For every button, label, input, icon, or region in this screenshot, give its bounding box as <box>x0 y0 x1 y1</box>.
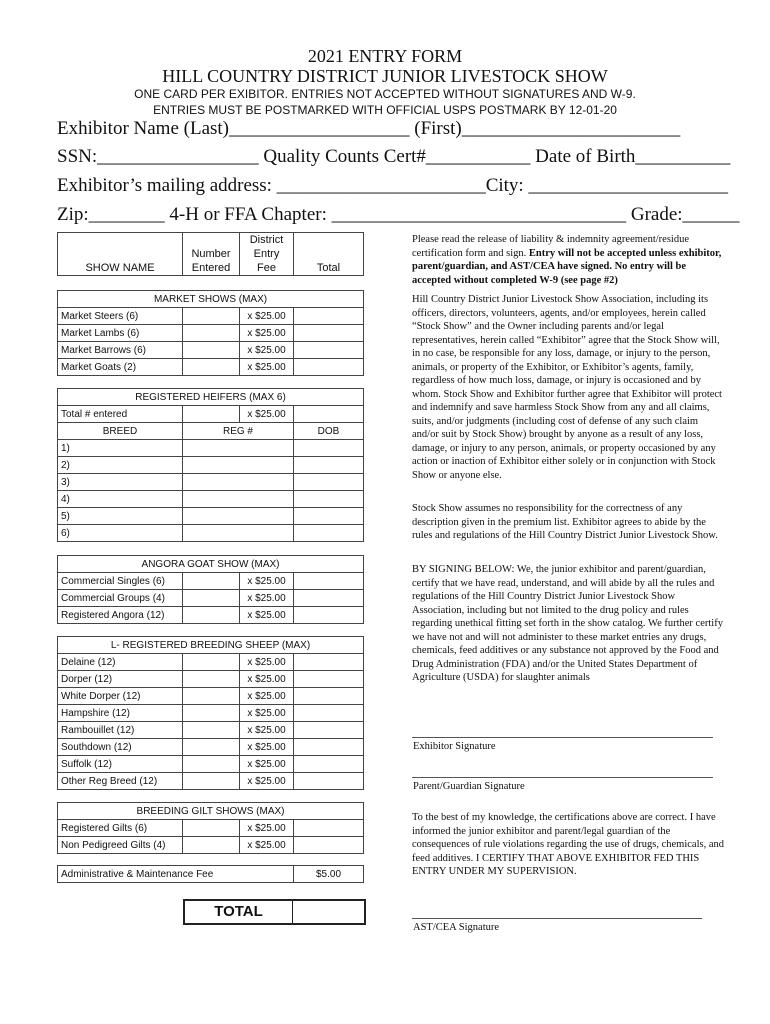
release-notice-warning: Entry will not be accepted unless exhibitor, parent/guardian, and AST/CEA have signed. No entry will be accepted without completed W-9 (see page #2) <box>412 247 722 286</box>
breeding-sheep-table <box>57 636 364 790</box>
fee-cell: x $25.00 <box>240 406 294 423</box>
fee-cell: x $25.00 <box>240 671 294 688</box>
show-name-header: SHOW NAME <box>58 233 183 276</box>
reg-cell[interactable] <box>183 457 294 474</box>
entry-name: Registered Gilts (6) <box>58 820 183 837</box>
section-title: MARKET SHOWS (MAX) <box>58 291 364 308</box>
exhibitor-signature-label: Exhibitor Signature <box>413 741 496 752</box>
number-entered-header: Number Entered <box>183 233 240 276</box>
number-entered-cell[interactable] <box>183 688 240 705</box>
entry-name: Non Pedigreed Gilts (4) <box>58 837 183 854</box>
parent-signature-line[interactable] <box>412 777 713 778</box>
number-entered-cell[interactable] <box>183 739 240 756</box>
dob-header: DOB <box>294 423 364 440</box>
show-title: HILL COUNTRY DISTRICT JUNIOR LIVESTOCK SHOW <box>162 66 608 86</box>
fee-cell: x $25.00 <box>240 820 294 837</box>
table-row <box>58 837 364 854</box>
total-cell[interactable] <box>294 406 364 423</box>
number-entered-cell[interactable] <box>183 820 240 837</box>
entry-name: Commercial Singles (6) <box>58 573 183 590</box>
table-row <box>58 607 364 624</box>
table-row <box>58 573 364 590</box>
table-row <box>58 590 364 607</box>
fee-cell: x $25.00 <box>240 756 294 773</box>
dob-cell[interactable] <box>294 525 364 542</box>
total-cell[interactable] <box>294 359 364 376</box>
number-entered-cell[interactable] <box>183 654 240 671</box>
entry-name: Market Lambs (6) <box>58 325 183 342</box>
fee-cell: x $25.00 <box>240 654 294 671</box>
table-row <box>58 457 364 474</box>
table-row <box>58 773 364 790</box>
table-row <box>58 525 364 542</box>
heifer-row-label[interactable]: 2) <box>58 457 183 474</box>
zip-chapter-grade-field[interactable]: Zip:________ 4-H or FFA Chapter: _______________________________ Grade:______ <box>57 204 740 225</box>
release-notice-text: Please read the release of liability & indemnity agreement/residue certification form and sign. <box>412 234 689 259</box>
fee-cell: x $25.00 <box>240 359 294 376</box>
number-entered-cell[interactable] <box>183 406 240 423</box>
table-row <box>58 474 364 491</box>
reg-header: REG # <box>183 423 294 440</box>
fee-cell: x $25.00 <box>240 688 294 705</box>
table-row <box>58 756 364 773</box>
total-cell[interactable] <box>294 837 364 854</box>
number-entered-cell[interactable] <box>183 590 240 607</box>
fee-cell: x $25.00 <box>240 773 294 790</box>
exhibitor-signature-line[interactable] <box>412 737 713 738</box>
premium-list-paragraph <box>412 502 724 543</box>
fee-cell: x $25.00 <box>240 837 294 854</box>
dob-cell[interactable] <box>294 440 364 457</box>
heifer-row-label[interactable]: 3) <box>58 474 183 491</box>
section-title: BREEDING GILT SHOWS (MAX) <box>58 803 364 820</box>
total-entered-label: Total # entered <box>58 406 183 423</box>
number-entered-cell[interactable] <box>183 573 240 590</box>
total-cell[interactable] <box>294 722 364 739</box>
fee-cell: x $25.00 <box>240 325 294 342</box>
number-entered-cell[interactable] <box>183 722 240 739</box>
entry-name: Hampshire (12) <box>58 705 183 722</box>
entry-name: Market Barrows (6) <box>58 342 183 359</box>
fee-cell: x $25.00 <box>240 308 294 325</box>
reg-cell[interactable] <box>183 474 294 491</box>
fee-cell: x $25.00 <box>240 573 294 590</box>
table-row <box>58 820 364 837</box>
fee-cell: x $25.00 <box>240 590 294 607</box>
number-entered-cell[interactable] <box>183 342 240 359</box>
dob-cell[interactable] <box>294 508 364 525</box>
entry-name: Southdown (12) <box>58 739 183 756</box>
admin-fee-table <box>57 865 364 883</box>
section-title: L- REGISTERED BREEDING SHEEP (MAX) <box>58 637 364 654</box>
fee-cell: x $25.00 <box>240 342 294 359</box>
liability-paragraph <box>412 293 724 482</box>
reg-cell[interactable] <box>183 525 294 542</box>
premium-list-text: Stock Show assumes no responsibility for the correctness of any description given in the premium list. Exhibitor agrees to abide by the rules and regulations of the Hill Country District Junior Livestock Show. <box>412 503 718 541</box>
total-cell[interactable] <box>294 671 364 688</box>
heifer-row-label[interactable]: 5) <box>58 508 183 525</box>
table-row <box>58 491 364 508</box>
total-cell[interactable] <box>294 607 364 624</box>
entry-name: Market Goats (2) <box>58 359 183 376</box>
address-city-field[interactable]: Exhibitor’s mailing address: ______________________City: _____________________ <box>57 175 728 196</box>
table-row <box>58 440 364 457</box>
admin-fee-value: $5.00 <box>294 866 364 883</box>
ast-certification-paragraph <box>412 811 724 879</box>
entry-name: Registered Angora (12) <box>58 607 183 624</box>
number-entered-cell[interactable] <box>183 607 240 624</box>
total-box <box>183 899 366 925</box>
certification-paragraph <box>412 563 724 685</box>
reg-cell[interactable] <box>183 508 294 525</box>
entry-name: Dorper (12) <box>58 671 183 688</box>
heifers-table <box>57 388 364 542</box>
number-entered-cell[interactable] <box>183 756 240 773</box>
total-cell[interactable] <box>294 773 364 790</box>
breeding-gilt-table <box>57 802 364 854</box>
table-row <box>58 739 364 756</box>
total-cell[interactable] <box>294 325 364 342</box>
total-label: TOTAL <box>185 901 293 923</box>
number-entered-cell[interactable] <box>183 773 240 790</box>
reg-cell[interactable] <box>183 491 294 508</box>
total-cell[interactable] <box>294 308 364 325</box>
total-cell[interactable] <box>294 590 364 607</box>
entry-name: Other Reg Breed (12) <box>58 773 183 790</box>
total-cell[interactable] <box>294 756 364 773</box>
dob-cell[interactable] <box>294 491 364 508</box>
table-row <box>58 722 364 739</box>
release-notice <box>412 233 724 287</box>
table-row <box>58 359 364 376</box>
section-title: ANGORA GOAT SHOW (MAX) <box>58 556 364 573</box>
entry-name: Rambouillet (12) <box>58 722 183 739</box>
angora-goat-table <box>57 555 364 624</box>
breed-header: BREED <box>58 423 183 440</box>
table-row <box>58 308 364 325</box>
ast-certification-text: To the best of my knowledge, the certifications above are correct. I have informed the junior exhibitor and parent/legal guardian of the consequences of rule violations regarding the use of drugs, chemicals, and feed additives. I CERTIFY THAT ABOVE EXHIBITOR FED THIS ENTRY UNDER MY SUPERVISION. <box>412 812 724 877</box>
ast-signature-label: AST/CEA Signature <box>413 922 500 933</box>
reg-cell[interactable] <box>183 440 294 457</box>
ssn-cert-dob-field[interactable]: SSN:_________________ Quality Counts Cert#___________ Date of Birth__________ <box>57 146 731 167</box>
fee-cell: x $25.00 <box>240 607 294 624</box>
fee-cell: x $25.00 <box>240 722 294 739</box>
section-title: REGISTERED HEIFERS (MAX 6) <box>58 389 364 406</box>
dob-cell[interactable] <box>294 457 364 474</box>
table-row <box>58 325 364 342</box>
entry-name: White Dorper (12) <box>58 688 183 705</box>
entry-name: Market Steers (6) <box>58 308 183 325</box>
total-cell[interactable] <box>294 573 364 590</box>
fee-cell: x $25.00 <box>240 739 294 756</box>
total-cell[interactable] <box>294 342 364 359</box>
market-shows-table <box>57 290 364 376</box>
dob-cell[interactable] <box>294 474 364 491</box>
total-header: Total <box>294 233 364 276</box>
district-entry-fee-header: District Entry Fee <box>240 233 294 276</box>
total-cell[interactable] <box>294 739 364 756</box>
heifer-row-label[interactable]: 4) <box>58 491 183 508</box>
admin-fee-label: Administrative & Maintenance Fee <box>58 866 294 883</box>
number-entered-cell[interactable] <box>183 705 240 722</box>
ast-signature-line[interactable] <box>412 918 702 919</box>
entry-name: Commercial Groups (4) <box>58 590 183 607</box>
table-row <box>58 342 364 359</box>
liability-text: Hill Country District Junior Livestock Show Association, including its officers, directors, volunteers, agents, and/or employees, herein called “Stock Show” and the Owner including parents and/or legal representatives, herein called “Exhibitor” agree that the Stock Show will, in no case, be responsible for any loss, damage, or injury to the person, animals, or property of the Exhibitor, or Exhibitor’s agents, family, regardless of how much loss, damage, or injury is occasioned and by whom. Stock Show and Exhibitor further agree that Exhibitor will protect and indemnify and save harmless Stock Show from any and all claims, suits, and/or judgments (including cost of defense of any such claim and/or suit by Stock Show) brought by anyone as a result of any loss, damage, or injury to any person, animals, or property occasioned by any action or inaction of Exhibitor either solely or in conjunction with Stock Show or anyone else. <box>412 294 722 481</box>
parent-signature-label: Parent/Guardian Signature <box>413 781 525 792</box>
certification-text: BY SIGNING BELOW: We, the junior exhibitor and parent/guardian, certify that we have read, understand, and will abide by all the rules and regulations of the Hill Country District Junior Livestock Show Association, including but not limited to the drug policy and rules regarding unethical fitting set forth in the show catalog. We further certify we have not and will not administer to these market entries any drugs, chemicals, feed additives or any substance not approved by the Food and Drug Administration (FDA) and/or the United States Department of Agriculture (USDA) for slaughter animals <box>412 564 723 683</box>
column-header-table <box>57 232 364 276</box>
table-row <box>58 705 364 722</box>
entry-name: Delaine (12) <box>58 654 183 671</box>
notice-postmark: ENTRIES MUST BE POSTMARKED WITH OFFICIAL USPS POSTMARK BY 12-01-20 <box>153 103 617 117</box>
heifer-row-label[interactable]: 6) <box>58 525 183 542</box>
total-cell[interactable] <box>294 688 364 705</box>
exhibitor-name-field[interactable]: Exhibitor Name (Last)___________________ (First)_______________________ <box>57 118 681 139</box>
number-entered-cell[interactable] <box>183 308 240 325</box>
table-row <box>58 671 364 688</box>
table-row <box>58 508 364 525</box>
form-title: 2021 ENTRY FORM <box>307 46 463 66</box>
table-row <box>58 654 364 671</box>
total-cell[interactable] <box>294 654 364 671</box>
notice-signatures: ONE CARD PER EXIBITOR. ENTRIES NOT ACCEPTED WITHOUT SIGNATURES AND W-9. <box>134 87 636 101</box>
number-entered-cell[interactable] <box>183 359 240 376</box>
number-entered-cell[interactable] <box>183 325 240 342</box>
grand-total-cell[interactable] <box>293 901 364 923</box>
heifer-row-label[interactable]: 1) <box>58 440 183 457</box>
fee-cell: x $25.00 <box>240 705 294 722</box>
total-cell[interactable] <box>294 705 364 722</box>
total-cell[interactable] <box>294 820 364 837</box>
number-entered-cell[interactable] <box>183 671 240 688</box>
entry-name: Suffolk (12) <box>58 756 183 773</box>
number-entered-cell[interactable] <box>183 837 240 854</box>
table-row <box>58 688 364 705</box>
